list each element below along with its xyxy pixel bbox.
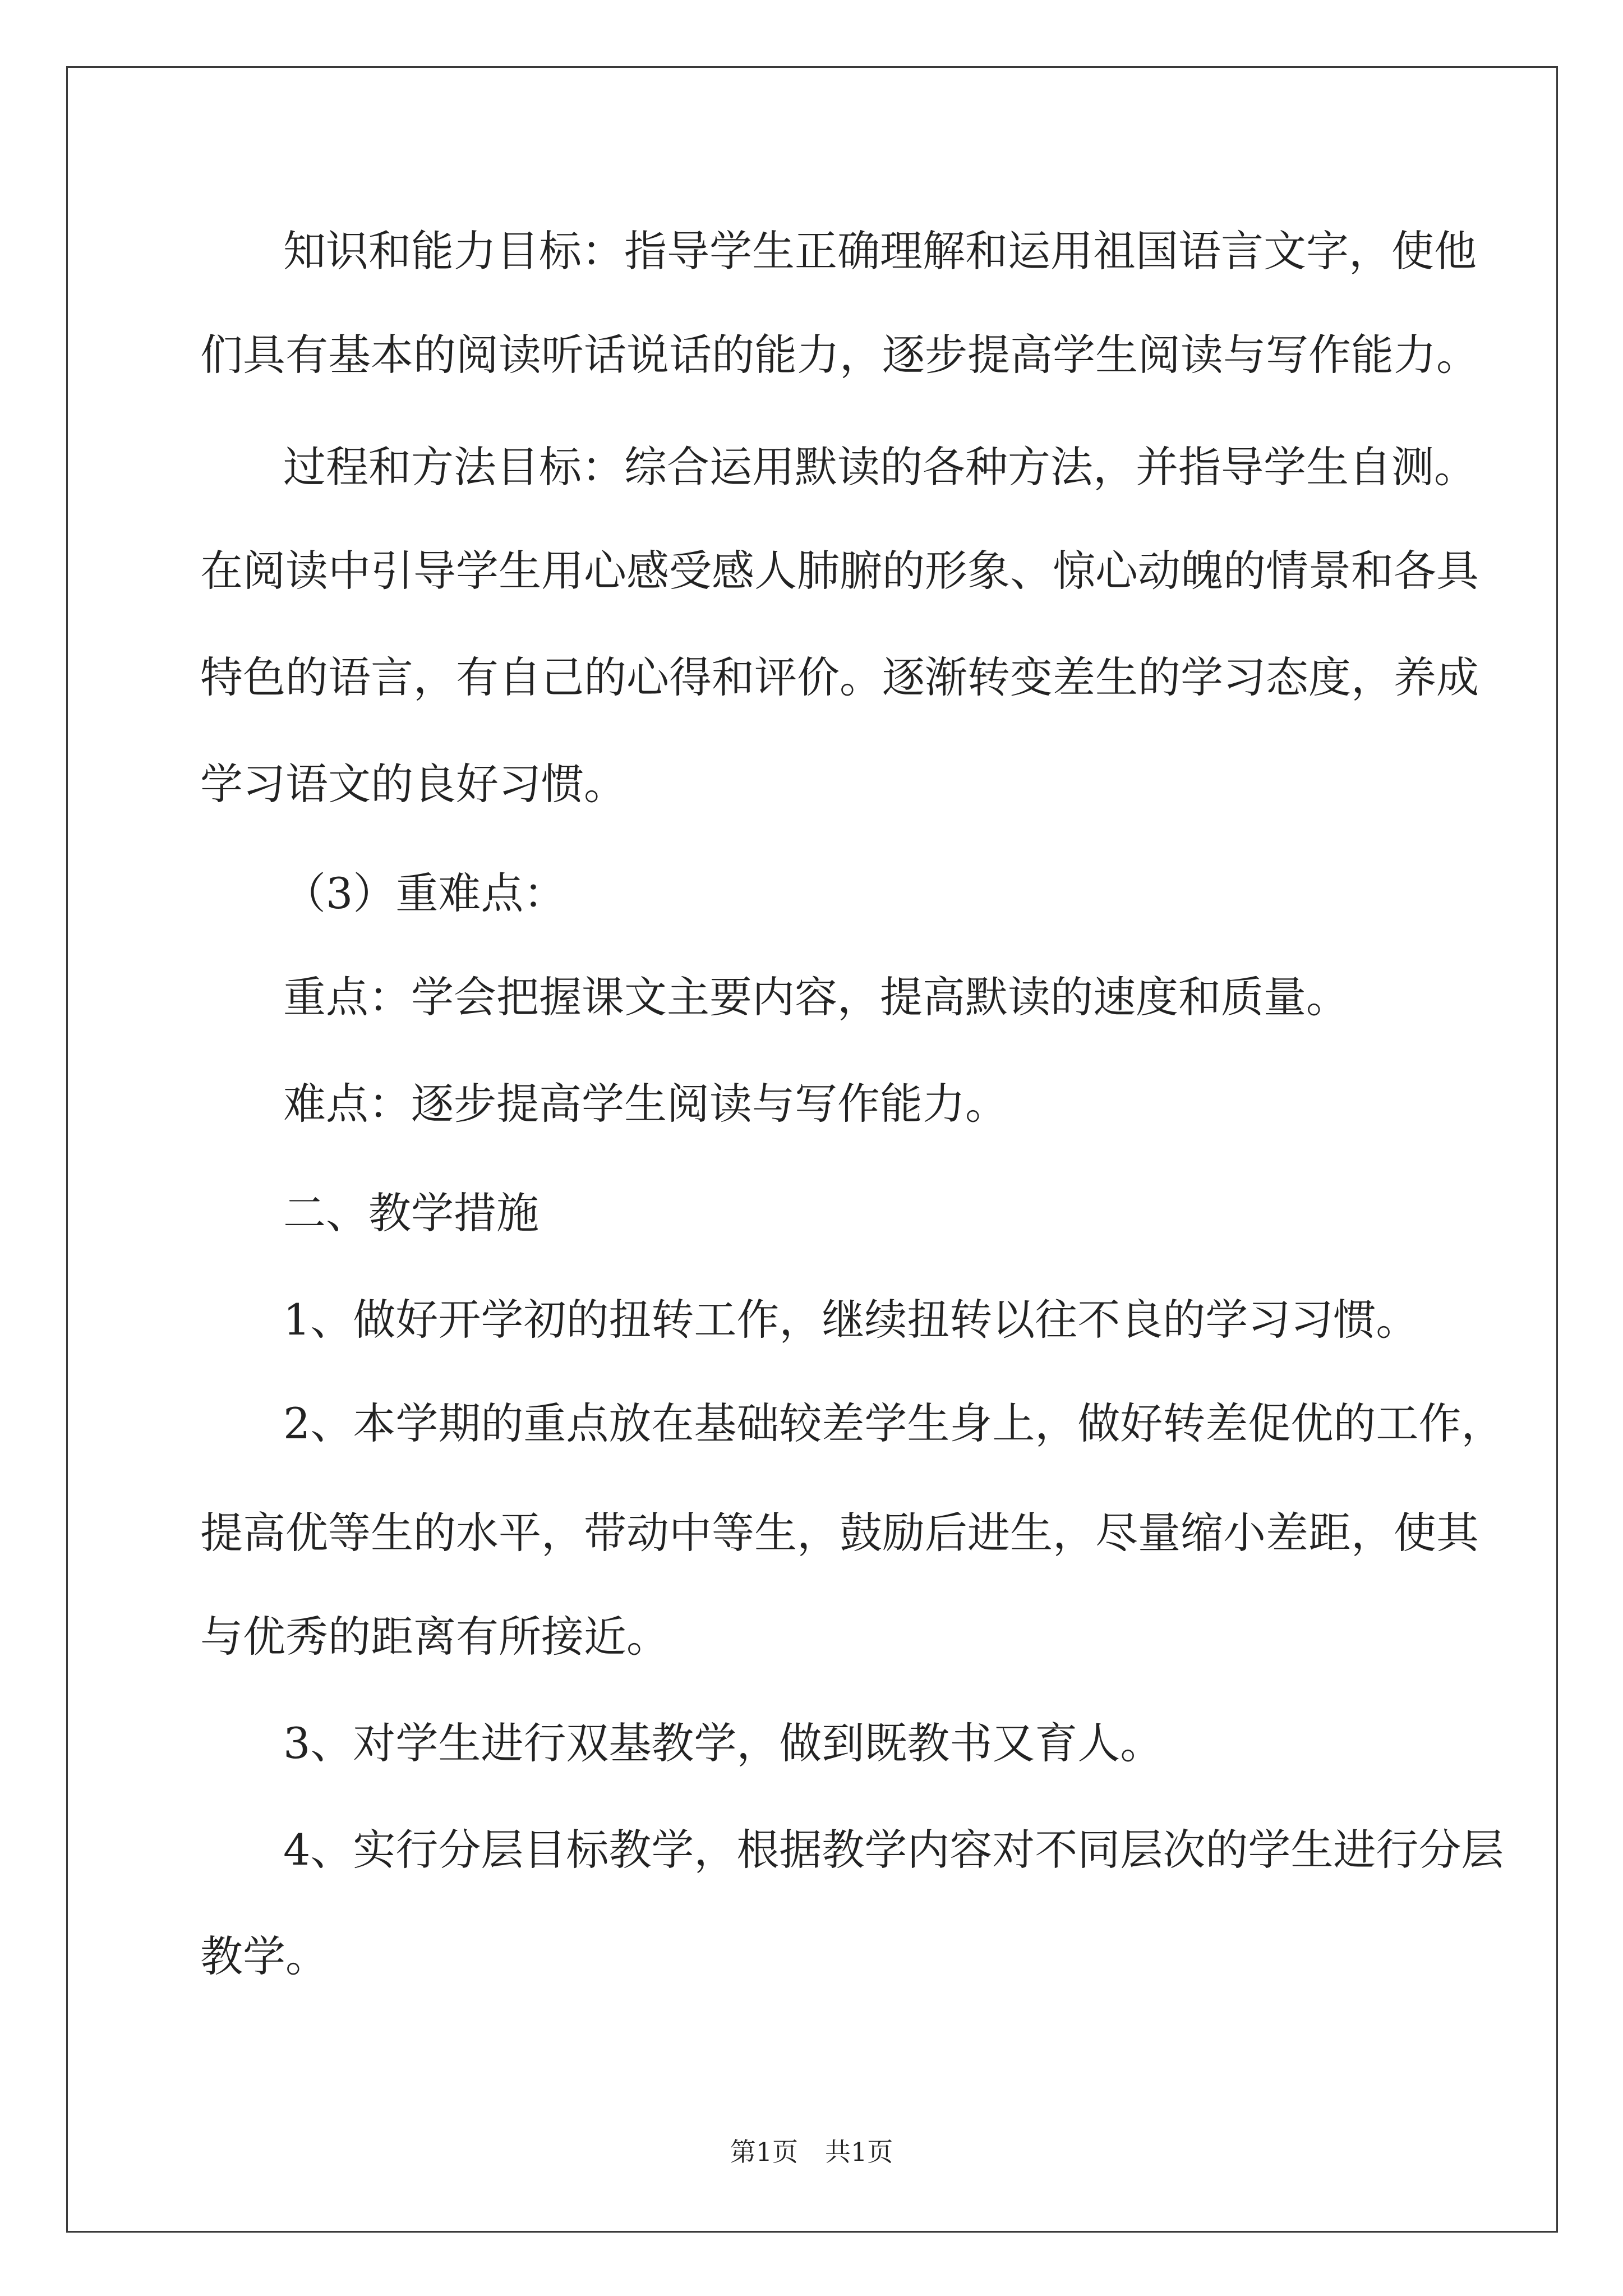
page-border (66, 66, 1558, 2233)
section-heading: （3）重难点： (283, 868, 566, 918)
list-item: 3、对学生进行双基教学，做到既教书又育人。 (283, 1718, 1163, 1768)
paragraph-line: 知识和能力目标：指导学生正确理解和运用祖国语言文字，使他 (283, 226, 1477, 276)
page-number: 第1页 (730, 2137, 798, 2167)
list-item: 2、本学期的重点放在基础较差学生身上，做好转差促优的工作， (283, 1398, 1504, 1448)
page-footer (0, 2132, 1623, 2169)
list-item: 4、实行分层目标教学，根据教学内容对不同层次的学生进行分层 (283, 1825, 1504, 1875)
paragraph-line: 们具有基本的阅读听话说话的能力，逐步提高学生阅读与写作能力。 (200, 330, 1479, 380)
paragraph-line: 过程和方法目标：综合运用默读的各种方法，并指导学生自测。 (283, 442, 1477, 492)
paragraph-line: 学习语文的良好习惯。 (200, 759, 626, 809)
paragraph-line: 提高优等生的水平，带动中等生，鼓励后进生，尽量缩小差距，使其 (200, 1508, 1479, 1558)
paragraph-line: 特色的语言，有自己的心得和评价。逐渐转变差生的学习态度，养成 (200, 652, 1479, 702)
page-total: 共1页 (825, 2137, 893, 2167)
list-item: 1、做好开学初的扭转工作，继续扭转以往不良的学习习惯。 (283, 1295, 1419, 1345)
paragraph-line: 在阅读中引导学生用心感受感人肺腑的形象、惊心动魄的情景和各具 (200, 546, 1479, 596)
paragraph-line: 教学。 (200, 1931, 328, 1981)
paragraph-line: 难点：逐步提高学生阅读与写作能力。 (283, 1079, 1008, 1129)
paragraph-line: 与优秀的距离有所接近。 (200, 1612, 669, 1662)
paragraph-line: 重点：学会把握课文主要内容，提高默读的速度和质量。 (283, 972, 1349, 1022)
section-heading: 二、教学措施 (283, 1188, 539, 1238)
